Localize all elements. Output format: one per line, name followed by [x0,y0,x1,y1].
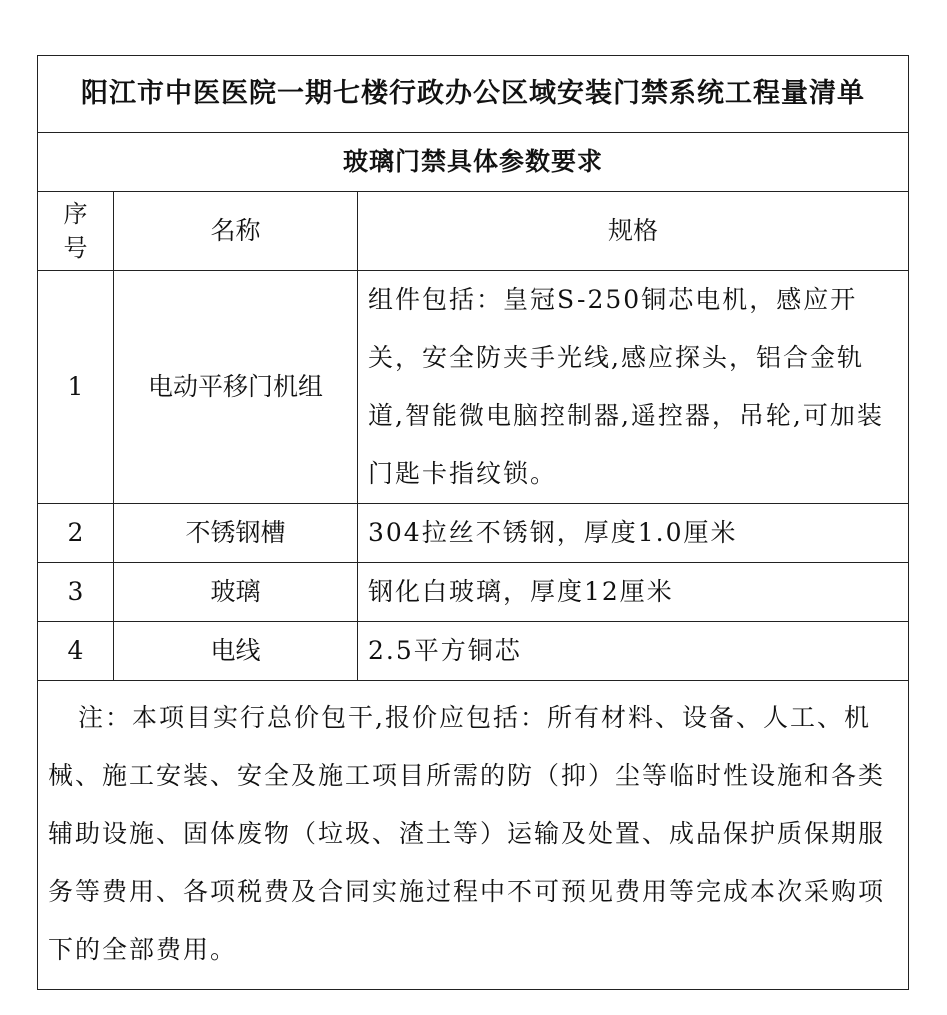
row-name: 电线 [114,622,358,681]
header-name: 名称 [114,192,358,271]
table-row [38,622,909,681]
section-subtitle: 玻璃门禁具体参数要求 [38,133,909,192]
table-header-row [38,192,909,271]
row-spec: 组件包括：皇冠S-250铜芯电机，感应开关，安全防夹手光线,感应探头，铝合金轨道,智能微电脑控制器,遥控器，吊轮,可加装门匙卡指纹锁。 [358,271,909,504]
row-no: 3 [38,563,114,622]
table-row [38,271,909,504]
note-text: 注：本项目实行总价包干,报价应包括：所有材料、设备、人工、机械、施工安装、安全及施工项目所需的防（抑）尘等临时性设施和各类辅助设施、固体废物（垃圾、渣土等）运输及处置、成品保护质保期服务等费用、各项税费及合同实施过程中不可预见费用等完成本次采购项下的全部费用。 [38,681,909,990]
row-spec: 304拉丝不锈钢，厚度1.0厘米 [358,504,909,563]
procurement-table [37,55,909,990]
table-row [38,504,909,563]
row-no: 1 [38,271,114,504]
table-row [38,563,909,622]
row-no: 2 [38,504,114,563]
document-title: 阳江市中医医院一期七楼行政办公区域安装门禁系统工程量清单 [38,56,909,133]
header-no [38,192,114,271]
row-spec: 钢化白玻璃，厚度12厘米 [358,563,909,622]
header-no-line2: 号 [63,234,88,262]
header-spec: 规格 [358,192,909,271]
row-name: 玻璃 [114,563,358,622]
row-spec: 2.5平方铜芯 [358,622,909,681]
row-name: 不锈钢槽 [114,504,358,563]
row-name: 电动平移门机组 [114,271,358,504]
header-no-line1: 序 [63,200,88,228]
row-no: 4 [38,622,114,681]
